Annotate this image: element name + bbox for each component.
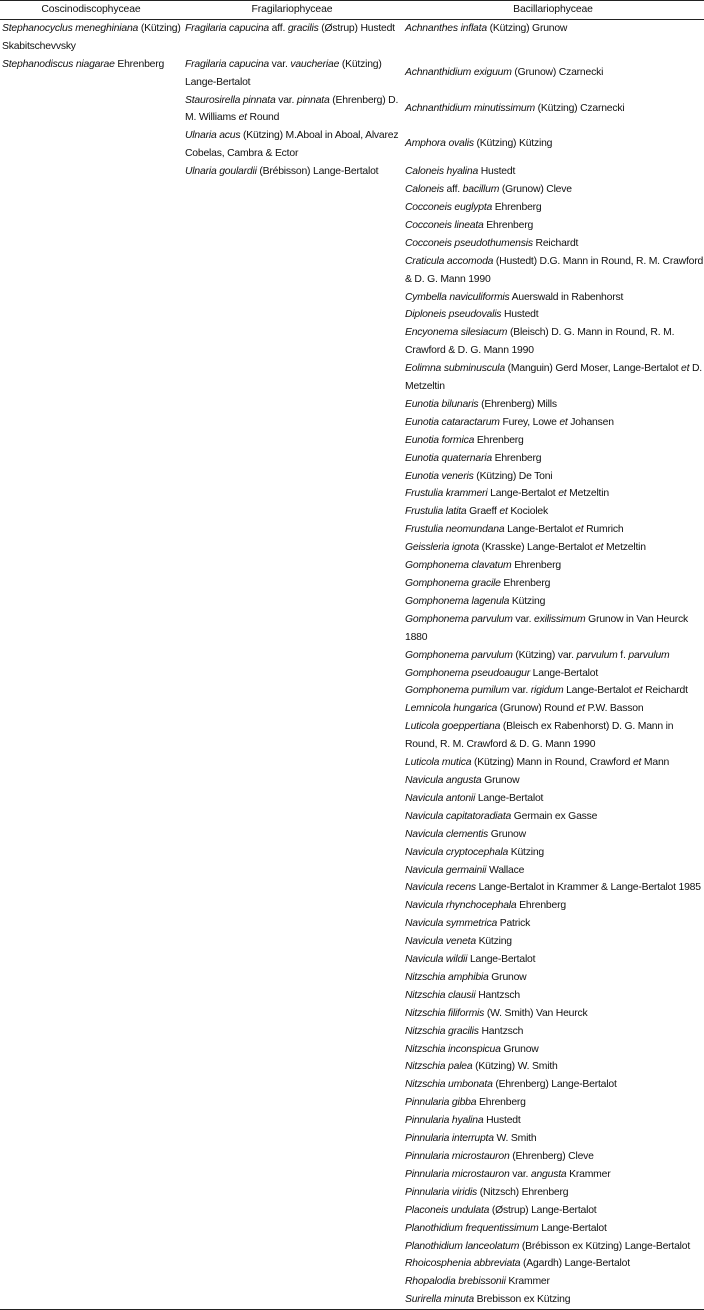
taxon-name bbox=[405, 503, 704, 521]
taxon-authority: (Kützing) M.Aboal in Aboal, Alvarez Cobelas, Cambra & Ector bbox=[185, 130, 399, 160]
taxon-name bbox=[405, 1005, 704, 1023]
taxon-name bbox=[405, 1094, 704, 1112]
taxon-authority: aff. bbox=[443, 184, 463, 196]
taxon-name bbox=[405, 450, 704, 468]
taxon-name bbox=[405, 360, 704, 396]
taxon-name-italic: Navicula clementis bbox=[405, 828, 489, 840]
taxon-name bbox=[405, 1148, 704, 1166]
taxon-authority: var. bbox=[269, 58, 291, 70]
taxon-name-italic: Rhoicosphenia abbreviata bbox=[405, 1258, 521, 1270]
taxon-name-italic: Gomphonema clavatum bbox=[405, 560, 512, 572]
taxon-name bbox=[2, 56, 182, 74]
taxon-authority: Grunow bbox=[488, 971, 527, 983]
taxon-name-italic: Pinnularia hyalina bbox=[405, 1115, 484, 1127]
taxon-authority: f. bbox=[617, 649, 629, 661]
taxon-name-italic: Cocconeis euglypta bbox=[405, 201, 493, 213]
taxon-name bbox=[405, 468, 704, 486]
taxon-name-italic: Cocconeis pseudothumensis bbox=[405, 237, 533, 249]
cell-coscinodiscophyceae bbox=[0, 163, 182, 1310]
taxon-authority: Johansen bbox=[567, 416, 614, 428]
taxon-name bbox=[405, 933, 704, 951]
taxon-name-italic: Planothidium frequentissimum bbox=[405, 1222, 539, 1234]
cell-bacillariophyceae bbox=[402, 56, 704, 92]
taxon-authority: Lange-Bertalot bbox=[504, 524, 576, 536]
taxon-authority: Auerswald in Rabenhorst bbox=[509, 291, 624, 303]
taxon-authority: (Grunow) Czarnecki bbox=[511, 66, 604, 78]
taxon-name bbox=[185, 127, 402, 163]
taxon-name-italic: et bbox=[559, 416, 568, 428]
cell-bacillariophyceae bbox=[402, 92, 704, 128]
taxon-name bbox=[405, 772, 704, 790]
taxon-name bbox=[405, 235, 704, 253]
taxon-authority: (Kützing) Kützing bbox=[473, 138, 553, 150]
taxon-name-italic: rigidum bbox=[530, 685, 564, 697]
taxon-name bbox=[405, 306, 704, 324]
taxon-name bbox=[405, 485, 704, 503]
taxon-name bbox=[405, 897, 704, 915]
taxon-authority: (W. Smith) Van Heurck bbox=[484, 1007, 588, 1019]
table-row bbox=[0, 163, 704, 1310]
taxon-authority: (Ehrenberg) Cleve bbox=[509, 1151, 594, 1162]
taxon-authority: Patrick bbox=[497, 918, 531, 930]
taxon-name bbox=[405, 1184, 704, 1202]
taxon-name-italic: Pinnularia interrupta bbox=[405, 1133, 494, 1145]
table-row bbox=[0, 92, 704, 128]
taxon-name bbox=[405, 163, 704, 181]
taxon-name-italic: Eunotia cataractarum bbox=[405, 416, 500, 428]
taxon-authority: Ehrenberg bbox=[500, 578, 551, 589]
taxon-name-italic: angusta bbox=[530, 1168, 567, 1180]
taxon-name bbox=[405, 718, 704, 754]
taxon-name bbox=[405, 700, 704, 718]
taxon-name-italic: Fragilaria capucina bbox=[185, 58, 269, 70]
taxon-name-italic: Cymbella naviculiformis bbox=[405, 291, 510, 303]
taxon-authority: Ehrenberg bbox=[492, 201, 542, 213]
taxon-name bbox=[405, 1130, 704, 1148]
taxon-authority: Krammer bbox=[566, 1168, 611, 1180]
taxon-name-italic: Pinnularia microstauron bbox=[405, 1168, 510, 1180]
cell-coscinodiscophyceae bbox=[0, 19, 182, 55]
taxon-authority: (Østrup) Hustedt bbox=[318, 22, 395, 34]
taxon-authority: Ehrenberg bbox=[491, 452, 542, 464]
taxon-name bbox=[405, 324, 704, 360]
taxon-name-italic: Nitzschia gracilis bbox=[405, 1025, 479, 1037]
taxon-authority: Lange-Bertalot bbox=[530, 667, 599, 679]
taxon-name-italic: Achnanthidium minutissimum bbox=[405, 102, 535, 114]
taxon-name bbox=[185, 56, 402, 92]
taxon-name-italic: Cocconeis lineata bbox=[405, 219, 484, 231]
cell-coscinodiscophyceae bbox=[0, 56, 182, 92]
taxon-name bbox=[405, 969, 704, 987]
bacillariophyceae-list bbox=[405, 181, 704, 1309]
header-fragilariophyceae: Fragilariophyceae bbox=[182, 1, 402, 20]
taxon-name-italic: Nitzschia filiformis bbox=[405, 1007, 485, 1019]
taxon-name-italic: Achnanthidium exiguum bbox=[405, 66, 512, 78]
header-row bbox=[0, 1, 704, 20]
taxon-authority: (Bleisch ex Rabenhorst) D. G. Mann in Round, R. M. Crawford & D. G. Mann 1990 bbox=[405, 721, 674, 751]
taxon-name-italic: Gomphonema gracile bbox=[405, 578, 501, 589]
taxon-name bbox=[405, 539, 704, 557]
taxon-authority: Hantzsch bbox=[475, 989, 520, 1001]
taxon-name bbox=[405, 844, 704, 862]
taxon-authority: (Ehrenberg) Lange-Bertalot bbox=[492, 1079, 617, 1091]
taxon-name-italic: Nitzschia inconspicua bbox=[405, 1043, 501, 1055]
taxon-name-italic: Luticola mutica bbox=[405, 757, 472, 769]
taxon-name-italic: Stephanodiscus niagarae bbox=[2, 58, 115, 70]
taxon-name-italic: Fragilaria capucina bbox=[185, 22, 269, 34]
taxon-name-italic: Eunotia formica bbox=[405, 434, 475, 446]
taxon-name bbox=[405, 1058, 704, 1076]
taxon-name-italic: Gomphonema parvulum bbox=[405, 613, 513, 625]
taxon-authority: var. bbox=[509, 685, 531, 697]
taxon-name-italic: Gomphonema pseudoaugur bbox=[405, 667, 530, 679]
taxon-authority: var. bbox=[509, 1168, 531, 1180]
taxon-name-italic: Eolimna subminuscula bbox=[405, 363, 505, 375]
taxon-name bbox=[2, 20, 182, 56]
taxon-name-italic: Ulnaria acus bbox=[185, 130, 241, 142]
taxon-name-italic: Rhopalodia brebissonii bbox=[405, 1276, 506, 1288]
taxon-authority: (Nitzsch) Ehrenberg bbox=[477, 1186, 569, 1198]
taxon-authority: Mann bbox=[641, 757, 670, 769]
taxon-name-italic: Navicula rhynchocephala bbox=[405, 900, 517, 912]
taxon-authority: Grunow bbox=[481, 774, 520, 786]
taxon-name bbox=[405, 414, 704, 432]
taxon-name bbox=[405, 647, 704, 665]
taxon-name bbox=[405, 396, 704, 414]
taxon-name bbox=[405, 754, 704, 772]
taxon-authority: Metzeltin bbox=[603, 542, 646, 554]
taxon-name bbox=[405, 862, 704, 880]
taxon-authority: Wallace bbox=[486, 864, 525, 876]
taxon-name-italic: Navicula cryptocephala bbox=[405, 846, 509, 858]
table-row bbox=[0, 127, 704, 163]
taxon-name-italic: Pinnularia viridis bbox=[405, 1186, 478, 1198]
taxon-name-italic: Nitzschia umbonata bbox=[405, 1079, 493, 1091]
taxon-name bbox=[405, 575, 704, 593]
taxon-name-italic: et bbox=[499, 506, 508, 518]
taxon-name-italic: Pinnularia microstauron bbox=[405, 1151, 510, 1162]
taxon-authority: aff. bbox=[269, 22, 288, 34]
taxon-name bbox=[185, 163, 402, 181]
taxon-name bbox=[405, 915, 704, 933]
taxon-authority: Round bbox=[246, 112, 280, 124]
taxon-authority: (Kützing) var. bbox=[512, 649, 577, 661]
taxon-name bbox=[405, 64, 704, 82]
taxon-name-italic: Gomphonema pumilum bbox=[405, 685, 510, 697]
taxon-name bbox=[405, 181, 704, 199]
taxon-authority: W. Smith bbox=[493, 1133, 537, 1145]
taxon-authority: (Østrup) Lange-Bertalot bbox=[489, 1204, 597, 1216]
header-bacillariophyceae: Bacillariophyceae bbox=[402, 1, 704, 20]
taxon-authority: Grunow bbox=[500, 1043, 539, 1055]
taxon-name bbox=[405, 987, 704, 1005]
taxon-name-italic: Surirella minuta bbox=[405, 1294, 474, 1306]
taxon-authority: Kociolek bbox=[507, 506, 549, 518]
taxon-name bbox=[405, 808, 704, 826]
taxon-authority: Ehrenberg bbox=[511, 560, 561, 572]
taxon-name-italic: et bbox=[632, 757, 642, 769]
taxon-authority: (Kützing) W. Smith bbox=[472, 1061, 558, 1073]
taxon-name-italic: Navicula angusta bbox=[405, 774, 482, 786]
taxon-authority: (Ehrenberg) Mills bbox=[478, 398, 557, 410]
taxon-name-italic: Frustulia neomundana bbox=[405, 524, 505, 536]
taxon-authority: Lange-Bertalot in Krammer & Lange-Bertalot 1985 bbox=[475, 882, 701, 894]
taxon-name bbox=[405, 217, 704, 235]
taxon-name-italic: Ulnaria goulardii bbox=[185, 166, 257, 178]
taxon-authority: (Krasske) Lange-Bertalot bbox=[479, 542, 596, 554]
taxon-authority: Hantzsch bbox=[478, 1025, 524, 1037]
cell-bacillariophyceae bbox=[402, 19, 704, 55]
cell-bacillariophyceae bbox=[402, 163, 704, 1310]
taxon-name-italic: bacillum bbox=[462, 184, 500, 196]
taxon-name-italic: Nitzschia amphibia bbox=[405, 971, 489, 983]
taxon-name-italic: Caloneis bbox=[405, 184, 444, 196]
cell-coscinodiscophyceae bbox=[0, 92, 182, 128]
cell-fragilariophyceae bbox=[182, 163, 402, 1310]
taxon-authority: Krammer bbox=[505, 1276, 550, 1288]
taxon-authority: Reichardt bbox=[642, 685, 688, 697]
taxon-name bbox=[405, 826, 704, 844]
taxon-name-italic: Craticula accomoda bbox=[405, 255, 494, 267]
taxon-authority: Reichardt bbox=[532, 237, 579, 249]
taxon-authority: Ehrenberg bbox=[114, 58, 165, 70]
taxon-name-italic: Frustulia krammeri bbox=[405, 488, 488, 500]
taxon-name bbox=[405, 1112, 704, 1130]
taxon-name bbox=[405, 1202, 704, 1220]
taxon-name bbox=[405, 432, 704, 450]
taxon-authority: Brebisson ex Kützing bbox=[474, 1294, 571, 1306]
taxon-authority: Kützing bbox=[509, 595, 546, 607]
taxon-authority: Graeff bbox=[466, 506, 500, 518]
taxon-name bbox=[405, 20, 704, 38]
taxon-name-italic: pinnata bbox=[296, 94, 330, 106]
taxon-authority: Rumrich bbox=[583, 524, 624, 536]
taxon-authority: Lange-Bertalot bbox=[563, 685, 635, 697]
cell-fragilariophyceae bbox=[182, 56, 402, 92]
cell-fragilariophyceae bbox=[182, 19, 402, 55]
taxon-name bbox=[405, 135, 704, 153]
taxon-name bbox=[405, 665, 704, 683]
header-coscinodiscophyceae: Coscinodiscophyceae bbox=[0, 1, 182, 20]
taxon-authority: Kützing bbox=[508, 846, 544, 858]
taxon-authority: (Brébisson) Lange-Bertalot bbox=[256, 166, 379, 178]
table-row bbox=[0, 56, 704, 92]
taxon-name-italic: Nitzschia palea bbox=[405, 1061, 473, 1073]
taxon-authority: Hustedt bbox=[478, 166, 516, 178]
taxon-name-italic: Luticola goeppertiana bbox=[405, 721, 501, 733]
taxon-name bbox=[405, 1273, 704, 1291]
taxon-name-italic: et bbox=[595, 542, 604, 554]
taxon-authority: Grunow bbox=[488, 828, 526, 840]
taxon-name bbox=[405, 682, 704, 700]
taxon-name-italic: Achnanthes inflata bbox=[405, 22, 487, 34]
taxon-name bbox=[405, 1041, 704, 1059]
taxon-authority: Metzeltin bbox=[566, 488, 609, 500]
taxon-name-italic: Eunotia bilunaris bbox=[405, 398, 479, 410]
taxon-authority: Ehrenberg bbox=[483, 219, 534, 231]
taxon-name-italic: Navicula wildii bbox=[405, 954, 468, 966]
cell-fragilariophyceae bbox=[182, 92, 402, 128]
taxon-name-italic: Navicula symmetrica bbox=[405, 918, 498, 930]
taxon-name-italic: Navicula capitatoradiata bbox=[405, 810, 512, 822]
taxon-authority: Furey, Lowe bbox=[499, 416, 560, 428]
taxon-name bbox=[405, 879, 704, 897]
taxon-authority: Lange-Bertalot bbox=[538, 1222, 607, 1234]
taxon-authority: var. bbox=[275, 94, 297, 106]
taxon-name-italic: Eunotia quaternaria bbox=[405, 452, 492, 464]
taxon-authority: (Grunow) Cleve bbox=[499, 184, 572, 196]
taxon-name-italic: Gomphonema parvulum bbox=[405, 649, 513, 661]
taxon-authority: Ehrenberg bbox=[516, 900, 566, 912]
taxon-authority: (Grunow) Round bbox=[497, 703, 577, 715]
taxon-authority: (Kützing) Mann in Round, Crawford bbox=[471, 757, 633, 769]
taxon-name bbox=[405, 1238, 704, 1256]
taxon-name bbox=[185, 92, 402, 128]
taxon-name-italic: Frustulia latita bbox=[405, 506, 467, 518]
taxon-authority: Grunow in Van Heurck 1880 bbox=[405, 613, 688, 643]
taxon-name-italic: Navicula veneta bbox=[405, 936, 476, 948]
taxon-name bbox=[405, 1076, 704, 1094]
taxon-authority: Lange-Bertalot bbox=[467, 954, 536, 966]
taxon-name-italic: Navicula germainii bbox=[405, 864, 487, 876]
taxon-name bbox=[405, 1023, 704, 1041]
taxon-name-italic: Navicula antonii bbox=[405, 792, 476, 804]
taxon-name bbox=[405, 951, 704, 969]
taxon-authority: Germain ex Gasse bbox=[511, 810, 598, 822]
taxon-authority: (Kützing) De Toni bbox=[473, 470, 553, 482]
taxon-authority: D. Metzeltin bbox=[405, 363, 702, 393]
taxon-authority: (Kützing) Czarnecki bbox=[534, 102, 625, 114]
taxon-name bbox=[405, 289, 704, 307]
taxon-name bbox=[405, 557, 704, 575]
taxon-authority: Kützing bbox=[475, 936, 512, 948]
taxon-name-italic: parvulum bbox=[628, 649, 670, 661]
taxon-name bbox=[405, 790, 704, 808]
taxon-authority: var. bbox=[512, 613, 534, 625]
taxon-authority: Lange-Bertalot bbox=[487, 488, 559, 500]
taxon-name-italic: Encyonema silesiacum bbox=[405, 327, 508, 339]
taxon-name bbox=[405, 1255, 704, 1273]
taxon-name-italic: exilissimum bbox=[534, 613, 586, 625]
taxon-name-italic: et bbox=[634, 685, 643, 697]
taxon-name-italic: Diploneis pseudovalis bbox=[405, 309, 502, 321]
cell-fragilariophyceae bbox=[182, 127, 402, 163]
taxon-name bbox=[405, 611, 704, 647]
taxon-authority: (Agardh) Lange-Bertalot bbox=[520, 1258, 630, 1270]
taxon-authority: (Manguin) Gerd Moser, Lange-Bertalot bbox=[504, 363, 682, 375]
taxon-authority: (Kützing) Skabitschevvsky bbox=[2, 22, 181, 52]
cell-coscinodiscophyceae bbox=[0, 127, 182, 163]
cell-bacillariophyceae bbox=[402, 127, 704, 163]
taxon-name-italic: Placoneis undulata bbox=[405, 1204, 490, 1216]
taxon-authority: P.W. Basson bbox=[584, 703, 644, 715]
taxon-authority: Ehrenberg bbox=[474, 434, 524, 446]
taxon-name-italic: Pinnularia gibba bbox=[405, 1097, 477, 1109]
taxon-name bbox=[405, 1220, 704, 1238]
taxon-name-italic: et bbox=[681, 363, 690, 375]
taxon-name-italic: Geissleria ignota bbox=[405, 542, 479, 554]
taxon-authority: (Kützing) Grunow bbox=[486, 22, 568, 34]
taxon-authority: (Ehrenberg) D. M. Williams bbox=[185, 94, 399, 124]
taxon-name bbox=[185, 20, 402, 38]
taxon-name bbox=[405, 1291, 704, 1309]
taxon-authority: Lange-Bertalot bbox=[475, 792, 544, 804]
taxon-authority: (Brébisson ex Kützing) Lange-Bertalot bbox=[519, 1240, 691, 1252]
taxon-name-italic: Planothidium lanceolatum bbox=[405, 1240, 520, 1252]
taxon-authority: Ehrenberg bbox=[476, 1097, 526, 1109]
taxon-name-italic: parvulum bbox=[576, 649, 618, 661]
taxon-authority: (Kützing) Lange-Bertalot bbox=[185, 58, 382, 88]
taxon-name-italic: vaucheriae bbox=[290, 58, 340, 70]
taxon-name-italic: Gomphonema lagenula bbox=[405, 595, 510, 607]
taxon-authority: Hustedt bbox=[483, 1115, 521, 1127]
taxon-name bbox=[405, 1166, 704, 1184]
taxon-name-italic: Amphora ovalis bbox=[405, 138, 474, 150]
taxon-name-italic: Navicula recens bbox=[405, 882, 476, 894]
taxon-name-italic: Caloneis hyalina bbox=[405, 166, 479, 178]
table-row bbox=[0, 19, 704, 55]
taxon-name-italic: Lemnicola hungarica bbox=[405, 703, 498, 715]
taxon-name bbox=[405, 253, 704, 289]
taxon-authority: (Bleisch) D. G. Mann in Round, R. M. Crawford & D. G. Mann 1990 bbox=[405, 327, 675, 357]
taxon-name bbox=[405, 100, 704, 118]
taxon-name-italic: et bbox=[575, 524, 584, 536]
taxon-name-italic: et bbox=[238, 112, 247, 124]
taxon-name-italic: Eunotia veneris bbox=[405, 470, 474, 482]
taxon-name-italic: gracilis bbox=[287, 22, 319, 34]
taxon-name-italic: Stephanocyclus meneghiniana bbox=[2, 22, 139, 34]
taxon-authority: Hustedt bbox=[501, 309, 539, 321]
taxon-authority: (Hustedt) D.G. Mann in Round, R. M. Crawford & D. G. Mann 1990 bbox=[405, 255, 704, 285]
taxon-name bbox=[405, 521, 704, 539]
taxon-name-italic: et bbox=[558, 488, 567, 500]
taxon-name-italic: Staurosirella pinnata bbox=[185, 94, 276, 106]
taxon-name-italic: et bbox=[576, 703, 585, 715]
taxon-name bbox=[405, 199, 704, 217]
taxon-name bbox=[405, 593, 704, 611]
taxon-name-italic: Nitzschia clausii bbox=[405, 989, 476, 1001]
